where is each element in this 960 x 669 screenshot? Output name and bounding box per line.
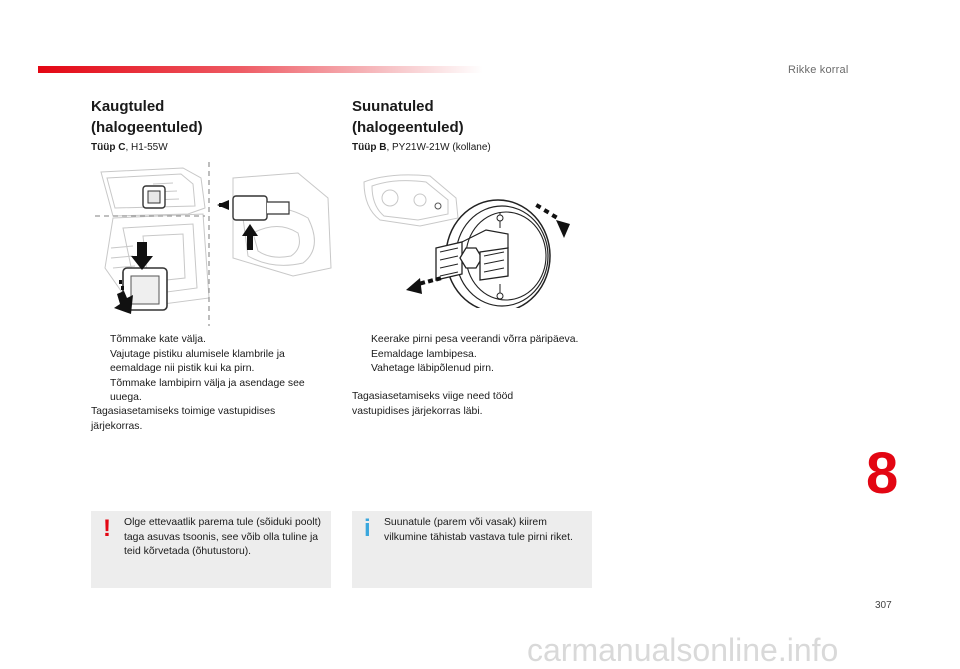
warning-text: Olge ettevaatlik parema tule (sõiduki poolt) taga asuvas tsoonis, see võib olla tuline ja teid kõrvetada (õhutustoru).: [124, 517, 321, 557]
watermark-bar: [0, 630, 960, 666]
right-title: [352, 96, 464, 138]
right-type: [352, 142, 491, 153]
left-title-line2: (halogeentuled): [91, 119, 203, 136]
left-step-2: [91, 348, 331, 377]
left-type: [91, 142, 168, 153]
right-type-label: Tüüp B: [352, 142, 387, 153]
section-name: Rikke korral: [788, 64, 849, 76]
right-title-line2: (halogeentuled): [352, 119, 464, 136]
left-step-2-text: Vajutage pistiku alumisele klambrile ja eemaldage nii pistik kui ka pirn.: [110, 348, 285, 374]
left-step-3: [91, 377, 331, 406]
chapter-number: 8: [866, 441, 899, 506]
left-tail-line1: Tagasiasetamiseks toimige vastupidises: [91, 406, 276, 417]
watermark-text: carmanualsonline.info: [527, 632, 839, 668]
left-title-line1: Kaugtuled: [91, 98, 165, 115]
right-step-2-text: Eemaldage lambipesa.: [371, 348, 477, 360]
high-beam-illustration: [93, 158, 338, 328]
turn-signal-illustration: [360, 168, 575, 308]
left-title: [91, 96, 203, 138]
left-steps: [91, 333, 331, 406]
info-box: [352, 511, 592, 588]
info-icon: i: [364, 515, 371, 542]
right-type-value: , PY21W-21W (kollane): [386, 142, 491, 153]
info-text: Suunatule (parem või vasak) kiirem vilkumine tähistab vastava tule pirni riket.: [384, 517, 573, 543]
left-type-value: , H1-55W: [125, 142, 168, 153]
page-number: 307: [875, 600, 892, 611]
right-tail-line2: vastupidises järjekorras läbi.: [352, 405, 483, 417]
left-step-1: [91, 333, 331, 348]
left-type-label: Tüüp C: [91, 142, 126, 153]
header-accent-bar: [38, 66, 483, 73]
right-steps: [352, 333, 582, 377]
left-step-1-text: Tõmmake kate välja.: [110, 334, 206, 345]
left-tail: [91, 405, 275, 434]
right-title-line1: Suunatuled: [352, 98, 434, 115]
right-step-3: [352, 362, 582, 377]
right-step-1-text: Keerake pirni pesa veerandi võrra päripäeva.: [371, 334, 579, 345]
left-tail-line2: järjekorras.: [91, 420, 143, 432]
right-step-1: [352, 333, 582, 348]
warning-box: [91, 511, 331, 588]
left-step-3-text: Tõmmake lambipirn välja ja asendage see uuega.: [110, 377, 305, 403]
warning-icon: !: [103, 515, 111, 542]
right-step-3-text: Vahetage läbipõlenud pirn.: [371, 363, 494, 374]
right-tail: [352, 390, 513, 419]
right-step-2: [352, 348, 582, 363]
right-tail-line1: Tagasiasetamiseks viige need tööd: [352, 391, 514, 402]
